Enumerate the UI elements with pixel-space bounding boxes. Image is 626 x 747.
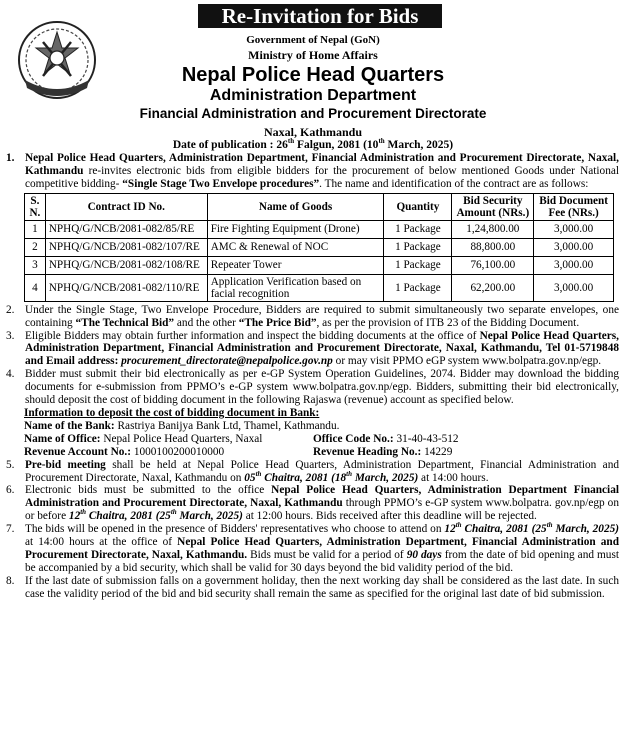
directorate-name: Financial Administration and Procurement Directorate (139, 106, 487, 121)
col-contract-id: Contract ID No. (45, 193, 207, 220)
organization-name: Nepal Police Head Quarters (181, 64, 445, 86)
table-row: 2 NPHQ/G/NCB/2081-082/107/RE AMC & Renewal of NOC 1 Package 88,800.00 3,000.00 (25, 238, 614, 256)
notice-banner: Re-Invitation for Bids (198, 4, 442, 28)
col-sn: S. N. (25, 193, 46, 220)
clause-3: 3. Eligible Bidders may obtain further information and inspect the bidding documents at the office of Nepal Police Head Quarters, Administration Department, Financial Administration and Procurement Directorate, Naxal, Kathmandu, Tel 01-5719848 and Email address: procurement_directorate@nepalpolice.gov.np or may visit PPMO eGP system www.bolpatra.gov.np/egp. (6, 329, 619, 368)
government-name: Government of Nepal (GoN) (246, 34, 380, 46)
publication-date: Date of publication : 26th Falgun, 2081 (10th March, 2025) (172, 137, 454, 151)
clause-8: 8. If the last date of submission falls on a government holiday, then the next working day shall be considered as the last date. In such case the validity period of the bid and bid security shall remain the same as specified for the original last date of bid submission. (6, 574, 619, 600)
clause-1: 1. Nepal Police Head Quarters, Administration Department, Financial Administration and Procurement Directorate, Naxal, Kathmandu re-invites electronic bids from eligible bidders for the procurement of below mentioned Goods under National competitive bidding- “Single Stage Two Envelope procedures”. The name and identification of the contract are as follows: (6, 152, 619, 190)
bank-info: Information to deposit the cost of bidding document in Bank: Name of the Bank: Rastriya Banijya Bank Ltd, Thamel, Kathmandu. Name of Office: Nepal Police Head Quarters, Naxal Office Code No.: 31-40-43-512 Revenue Account No.: 1000100200010000 Revenue Heading No.: 14229 (24, 407, 619, 459)
notice-body (5, 152, 619, 601)
clause-4: 4. Bidder must submit their bid electronically as per e-GP System Operation Guidelines, 2074. Bidder may download the bidding documents for e-submission from PPMO’s e-GP system www.bolpatra.gov.np/egp. Bidders, submitting their bid electronically, should deposit the cost of bidding document in the following Rajaswa (revenue) account as specified below. (6, 368, 619, 407)
col-document-fee: Bid Document Fee (NRs.) (534, 193, 614, 220)
bid-notice (5, 4, 621, 739)
table-row: 3 NPHQ/G/NCB/2081-082/108/RE Repeater Tower 1 Package 76,100.00 3,000.00 (25, 256, 614, 274)
table-row: 4 NPHQ/G/NCB/2081-082/110/RE Application Verification based on facial recognition 1 Package 62,200.00 3,000.00 (25, 274, 614, 301)
ministry-name: Ministry of Home Affairs (248, 48, 378, 62)
table-row: 1 NPHQ/G/NCB/2081-082/85/RE Fire Fighting Equipment (Drone) 1 Package 1,24,800.00 3,000.00 (25, 220, 614, 238)
department-name: Administration Department (209, 87, 417, 104)
col-bid-security: Bid Security Amount (NRs.) (452, 193, 534, 220)
office-location: Naxal, Kathmandu (263, 125, 363, 139)
col-quantity: Quantity (384, 193, 452, 220)
clause-6: 6. Electronic bids must be submitted to the office Nepal Police Head Quarters, Administration Department Financial Administration and Procurement Directorate, Naxal, Kathmandu through PPMO’s e-GP system www.bolpatra. gov.np/egp on or before 12th Chaitra, 2081 (25th March, 2025) at 12:00 hours. Bids received after this deadline will be rejected. (6, 484, 619, 523)
clause-5: 5. Pre-bid meeting shall be held at Nepal Police Head Quarters, Administration Department, Financial Administration and Procurement Directorate, Naxal, Kathmandu on 05th Chaitra, 2081 (18th March, 2025) at 14:00 hours. (6, 458, 619, 484)
clause-2: 2. Under the Single Stage, Two Envelope Procedure, Bidders are required to submit simultaneously two separate envelopes, one containing “The Technical Bid” and the other “The Price Bid”, as per the provision of ITB 23 of the Bidding Document. (6, 303, 619, 329)
bank-info-heading: Information to deposit the cost of bidding document in Bank: (24, 406, 320, 419)
contract-table (24, 193, 614, 302)
table-header-row (25, 193, 614, 220)
clause-7: 7. The bids will be opened in the presence of Bidders' representatives who choose to attend on 12th Chaitra, 2081 (25th March, 2025) at 14:00 hours at the office of Nepal Police Head Quarters, Administration Department, Financial Administration and Procurement Directorate, Naxal, Kathmandu. Bids must be valid for a period of 90 days from the date of bid opening and must be accompanied by a bid security, which shall be valid for 30 days beyond the bid validity period of the bid. (6, 521, 619, 574)
col-goods: Name of Goods (207, 193, 384, 220)
contact-email: procurement_directorate@nepalpolice.gov.np (121, 355, 333, 368)
